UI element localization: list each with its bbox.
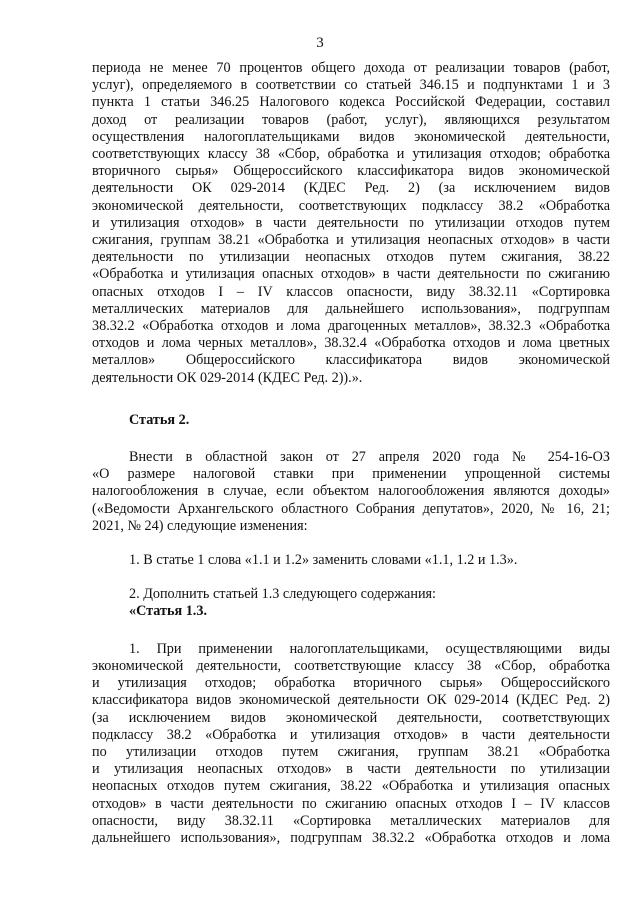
text-line: налогообложения в случае, если объектом налогообложения являются доходы»	[92, 483, 610, 500]
article-2-heading: Статья 2.	[129, 411, 190, 428]
text-line: соответствующих классу 38 «Сбор, обработка и утилизация отходов; обработка	[92, 146, 610, 163]
text-line: вторичного сырья» Общероссийского классификатора видов экономической	[92, 163, 610, 180]
text-line: экономической деятельности, соответствующих подклассу 38.2 «Обработка	[92, 197, 610, 214]
text-line: «О размере налоговой ставки при применении упрощенной системы	[92, 466, 610, 483]
text-line: деятельности ОК 029-2014 (КДЕС Ред. 2) (за исключением видов	[92, 180, 610, 197]
text-line: металлов» Общероссийского классификатора видов экономической	[92, 352, 610, 369]
text-line: и утилизация неопасных отходов» в части деятельности по утилизации	[92, 761, 610, 778]
text-line: экономической деятельности, соответствующие классу 38 «Сбор, обработка	[92, 657, 610, 674]
paragraph-continuation	[92, 60, 610, 387]
text-line: 38.32.2 «Обработка отходов и лома драгоценных металлов», 38.32.3 «Обработка	[92, 318, 610, 335]
article-1-3-paragraph	[92, 641, 610, 847]
text-line: доход от реализации товаров (работ, услуг), являющихся результатом	[92, 111, 610, 128]
text-line: по утилизации отходов путем сжигания, группам 38.21 «Обработка	[92, 743, 610, 760]
text-line: 1. При применении налогоплательщиками, осуществляющими виды	[129, 640, 610, 657]
document-body	[92, 60, 610, 847]
text-line: сжигания, группам 38.21 «Обработка и утилизация неопасных отходов» в части	[92, 232, 610, 249]
text-line: Внести в областной закон от 27 апреля 2020 года № 254-16-ОЗ	[129, 449, 610, 466]
text-line: услуг), определяемого в соответствии со статьей 346.15 и подпунктами 1 и 3	[92, 77, 610, 94]
text-line: и утилизация отходов» в части деятельности по утилизации отходов путем	[92, 214, 610, 231]
text-line: подклассу 38.2 «Обработка и утилизация отходов» в части деятельности	[92, 726, 610, 743]
text-line: и утилизация отходов; обработка вторичного сырья» Общероссийского	[92, 675, 610, 692]
text-line: (за исключением видов экономической деятельности, соответствующих	[92, 709, 610, 726]
page-number: 3	[316, 35, 324, 51]
text-line: деятельности ОК 029-2014 (КДЕС Ред. 2)).».	[92, 369, 363, 386]
text-line: классификатора видов экономической деятельности ОК 029-2014 (КДЕС Ред. 2)	[92, 692, 610, 709]
text-line: периода не менее 70 процентов общего дохода от реализации товаров (работ,	[92, 60, 610, 76]
amendment-item-1: 1. В статье 1 слова «1.1 и 1.2» заменить словами «1.1, 1.2 и 1.3».	[129, 552, 518, 569]
text-line: дальнейшего использования», подгруппам 38.32.2 «Обработка отходов и лома	[92, 829, 610, 846]
text-line: («Ведомости Архангельского областного Собрания депутатов», 2020, № 16, 21;	[92, 500, 610, 517]
text-line: 2021, № 24) следующие изменения:	[92, 517, 308, 534]
text-line: пункта 1 статьи 346.25 Налогового кодекса Российской Федерации, составил	[92, 94, 610, 111]
amendment-item-2: 2. Дополнить статьей 1.3 следующего содержания:	[129, 586, 436, 603]
article-1-3-heading: «Статья 1.3.	[129, 603, 207, 620]
text-line: отходов» в части деятельности по сжиганию опасных отходов I – IV классов	[92, 795, 610, 812]
text-line: деятельности по утилизации неопасных отходов путем сжигания, 38.22	[92, 249, 610, 266]
text-line: «Обработка и утилизация опасных отходов» в части деятельности по сжиганию	[92, 266, 610, 283]
text-line: опасных отходов I – IV классов опасности, виду 38.32.11 «Сортировка	[92, 283, 610, 300]
text-line: металлических материалов для дальнейшего использования», подгруппам	[92, 300, 610, 317]
text-line: осуществления налогоплательщиками видов экономической деятельности,	[92, 128, 610, 145]
text-line: неопасных отходов путем сжигания, 38.22 «Обработка и утилизация опасных	[92, 778, 610, 795]
text-line: отходов и лома черных металлов», 38.32.4 «Обработка отходов и лома цветных	[92, 335, 610, 352]
article-2-paragraph	[92, 449, 610, 535]
text-line: опасности, виду 38.32.11 «Сортировка металлических материалов для	[92, 812, 610, 829]
